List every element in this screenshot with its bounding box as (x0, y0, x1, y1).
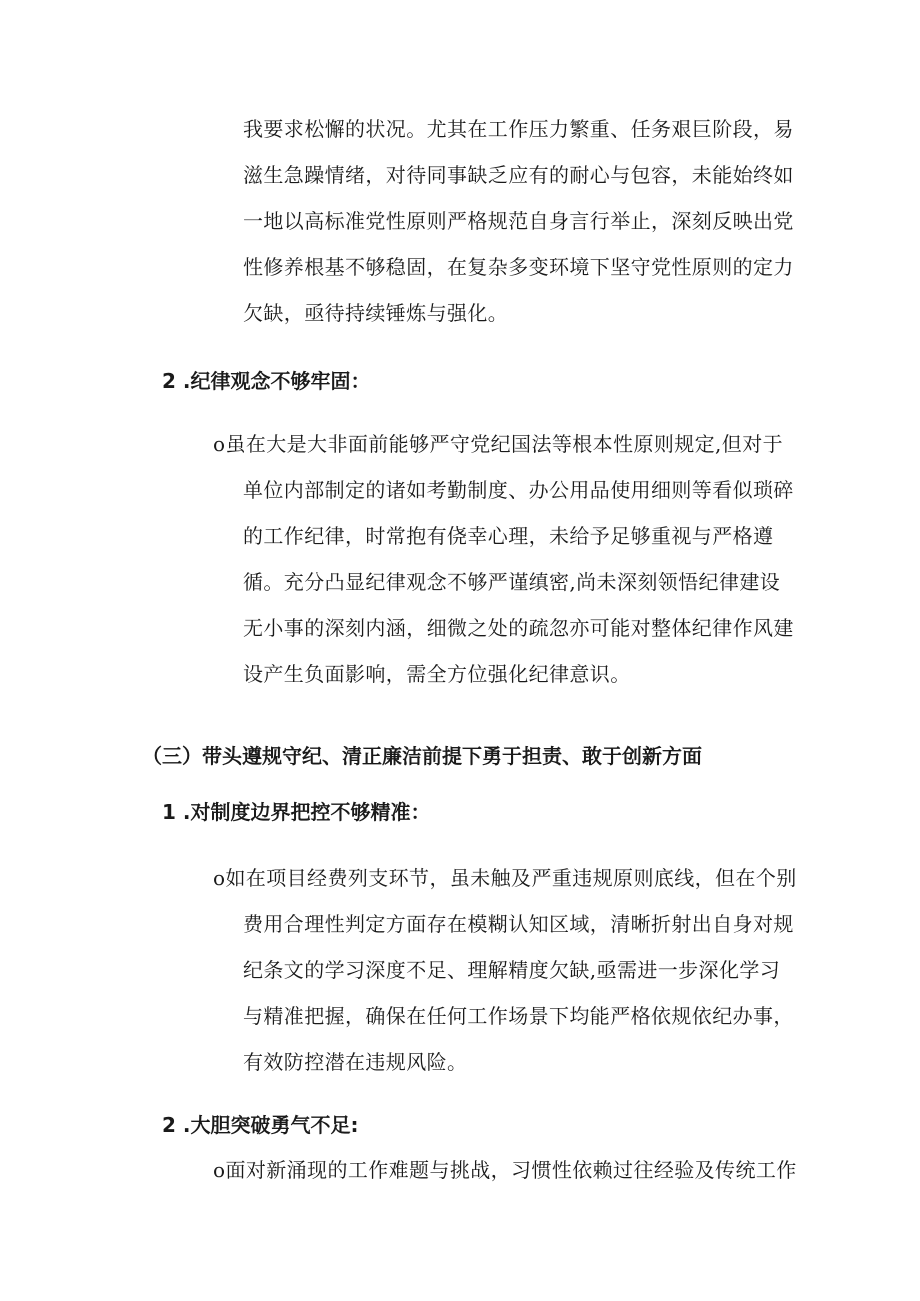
paragraph-line: 欠缺，亟待持续锤炼与强化。 (243, 301, 509, 325)
item-heading-courage: 2 .大胆突破勇气不足: (162, 1113, 359, 1137)
paragraph-line: 无小事的深刻内涵，细微之处的疏忽亦可能对整体纪律作风建 (243, 616, 794, 640)
paragraph-line: 一地以高标准党性原则严格规范自身言行举止，深刻反映出党 (243, 209, 794, 233)
paragraph-line: 与精准把握，确保在任何工作场景下均能严格依规依纪办事， (243, 1004, 794, 1028)
paragraph-discipline (213, 421, 793, 697)
paragraph-line: 费用合理性判定方面存在模糊认知区域，清晰折射出自身对规 (243, 912, 794, 936)
paragraph-line: 纪条文的学习深度不足、理解精度欠缺,亟需进一步深化学习 (243, 958, 781, 982)
section-heading: （三）带头遵规守纪、清正廉洁前提下勇于担责、敢于创新方面 (142, 744, 702, 768)
paragraph-line: 我要求松懈的状况。尤其在工作压力繁重、任务艰巨阶段，易 (243, 117, 794, 141)
paragraph-line: 循。充分凸显纪律观念不够严谨缜密,尚未深刻领悟纪律建设 (243, 570, 781, 594)
paragraph-line: 有效防控潜在违规风险。 (243, 1050, 468, 1074)
paragraph-line: 单位内部制定的诸如考勤制度、办公用品使用细则等看似琐碎 (243, 478, 794, 502)
paragraph-line: 滋生急躁情绪，对待同事缺乏应有的耐心与包容，未能始终如 (243, 163, 794, 187)
item-heading-institution-boundary: 1 .对制度边界把控不够精准： (162, 800, 431, 824)
paragraph-party-spirit-continued (243, 106, 794, 336)
paragraph-line: 性修养根基不够稳固，在复杂多变环境下坚守党性原则的定力 (243, 255, 794, 279)
paragraph-courage (213, 1147, 797, 1193)
paragraph-line: o虽在大是大非面前能够严守党纪国法等根本性原则规定,但对于 (213, 432, 783, 456)
paragraph-line: o如在项目经费列支环节，虽未触及严重违规原则底线，但在个别 (213, 866, 797, 890)
paragraph-institution-boundary (213, 855, 797, 1085)
item-heading-discipline: 2 .纪律观念不够牢固： (162, 369, 371, 393)
paragraph-line: o面对新涌现的工作难题与挑战，习惯性依赖过往经验及传统工作 (213, 1158, 797, 1182)
paragraph-line: 设产生负面影响，需全方位强化纪律意识。 (243, 662, 631, 686)
paragraph-line: 的工作纪律，时常抱有侥幸心理，未给予足够重视与严格遵 (243, 524, 774, 548)
